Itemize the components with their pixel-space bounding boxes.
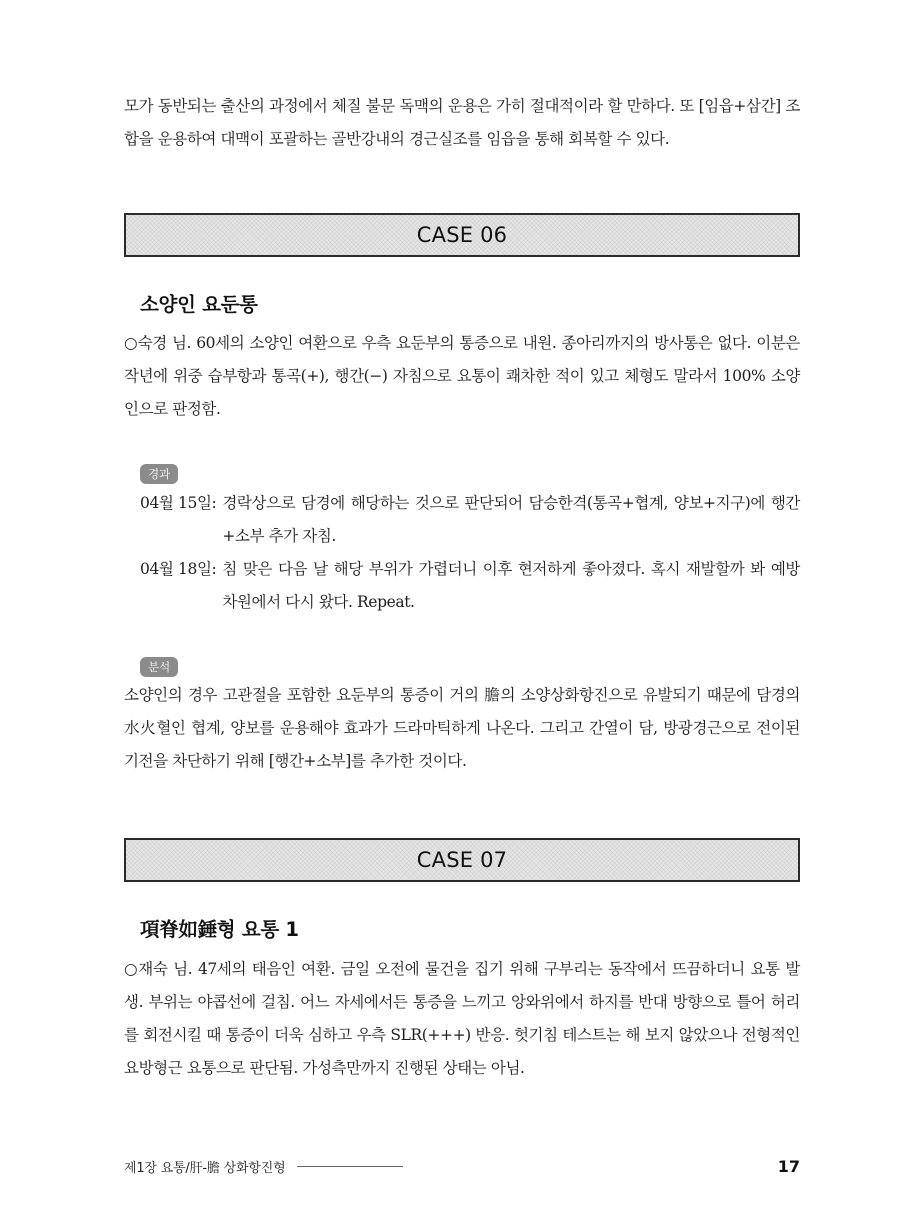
progress-date: 04월 18일: [140,560,217,578]
progress-badge: 경과 [140,464,178,484]
case-06-title: 소양인 요둔통 [140,293,258,316]
case-06-header [124,213,800,257]
progress-text: 경락상으로 담경에 해당하는 것으로 판단되어 담승한격(통곡+협계, 양보+지구)에 행간+소부 추가 자침. [222,494,800,545]
page-footer [124,1154,800,1178]
case-06-label: CASE 06 [416,223,508,247]
case-06-analysis: 소양인의 경우 고관절을 포함한 요둔부의 통증이 거의 膽의 소양상화항진으로 유발되기 때문에 담경의 水火혈인 협계, 양보를 운용해야 효과가 드라마틱하게 나온다. 그리고 간열이 담, 방광경근으로 전이된 기전을 차단하기 위해 [행간+소부]를 추가한 것이다. [124,686,800,770]
case-06-description: ○숙경 님. 60세의 소양인 여환으로 우측 요둔부의 통증으로 내원. 종아리까지의 방사통은 없다. 이분은 작년에 위중 습부항과 통곡(+), 행간(−) 자침으로 요통이 쾌차한 적이 있고 체형도 말라서 100% 소양인으로 판정함. [124,334,800,418]
analysis-badge: 분석 [140,657,178,677]
intro-paragraph: 모가 동반되는 출산의 과정에서 체질 불문 독맥의 운용은 가히 절대적이라 할 만하다. 또 [임읍+삼간] 조합을 운용하여 대맥이 포괄하는 골반강내의 경근실조를 임읍을 통해 회복할 수 있다. [124,97,800,148]
progress-entry [140,487,800,553]
case-07-header [124,838,800,882]
page-number: 17 [777,1156,800,1176]
chapter-title: 제1장 요통/肝-膽 상화항진형 [124,1160,286,1176]
case-07-description: ○재숙 님. 47세의 태음인 여환. 금일 오전에 물건을 집기 위해 구부리는 동작에서 뜨끔하더니 요통 발생. 부위는 야콥선에 걸침. 어느 자세에서든 통증을 느끼고 앙와위에서 하지를 반대 방향으로 틀어 허리를 회전시킬 때 통증이 더욱 심하고 우측 SLR(+++) 반응. 헛기침 테스트는 해 보지 않았으나 전형적인 요방형근 요통으로 판단됨. 가성측만까지 진행된 상태는 아님. [124,960,800,1077]
footer-rule [297,1166,403,1167]
case-07-label: CASE 07 [416,848,508,872]
progress-date: 04월 15일: [140,494,217,512]
case-07-title: 項脊如錘형 요통 1 [140,918,299,941]
progress-entry [140,553,800,619]
progress-text: 침 맞은 다음 날 해당 부위가 가렵더니 이후 현저하게 좋아졌다. 혹시 재발할까 봐 예방 차원에서 다시 왔다. Repeat. [222,560,800,611]
